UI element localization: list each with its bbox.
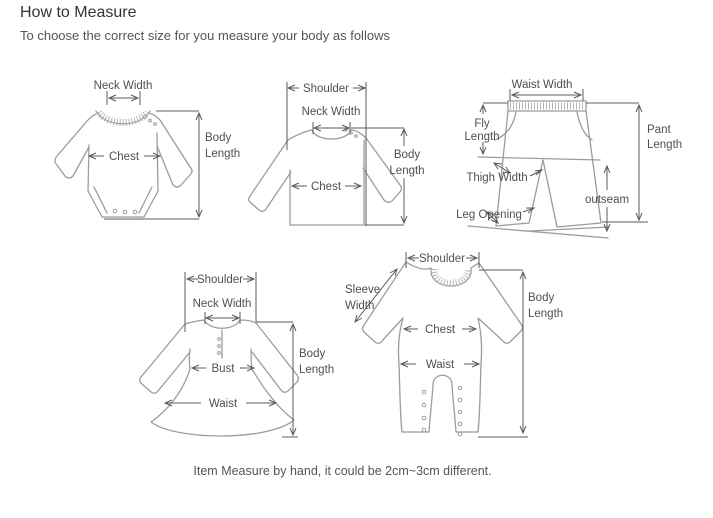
shirt-measure-lines <box>287 82 407 226</box>
dress-measure-lines <box>165 272 298 437</box>
bodysuit-chest-label: Chest <box>108 151 140 163</box>
bodysuit-neck-width-label: Neck Width <box>93 80 153 92</box>
romper-body-length-label-line2: Length <box>528 308 564 320</box>
dress-body-length-label-line2: Length <box>299 364 335 376</box>
romper-sleeve-width-label-line1: Sleeve <box>345 284 381 296</box>
diagram-pants <box>456 79 682 238</box>
romper-waist-label: Waist <box>425 359 455 371</box>
dress-buttons <box>218 338 221 355</box>
dress-shoulder-label: Shoulder <box>196 274 244 286</box>
shirt-neck-width-label: Neck Width <box>301 106 361 118</box>
pants-fly-length-label-line1: Fly <box>474 118 490 130</box>
page-subtitle: To choose the correct size for you measure your body as follows <box>20 28 390 43</box>
diagram-bodysuit <box>55 80 240 219</box>
pants-pant-length-label-line1: Pant <box>647 124 671 136</box>
shirt-body-length-label-line1: Body <box>393 149 421 161</box>
bodysuit-snaps <box>113 116 156 214</box>
dress-waist-label: Waist <box>208 398 238 410</box>
dress-neck-width-label: Neck Width <box>192 298 252 310</box>
diagram-dress <box>140 272 334 437</box>
romper-body-length-label-line1: Body <box>528 292 555 304</box>
romper-collar-rib <box>434 269 468 283</box>
shirt-chest-label: Chest <box>310 181 342 193</box>
measure-disclaimer: Item Measure by hand, it could be 2cm~3cm different. <box>193 464 492 478</box>
bodysuit-outline <box>55 111 192 217</box>
romper-chest-label: Chest <box>424 324 456 336</box>
pants-waist-width-label: Waist Width <box>511 79 573 91</box>
pants-leg-opening-label: Leg Opening <box>456 209 522 221</box>
page-title: How to Measure <box>20 4 137 21</box>
romper-sleeve-width-label-line2: Width <box>345 300 375 312</box>
pants-fly-length-label-line2: Length <box>464 131 500 143</box>
diagram-romper <box>345 252 563 437</box>
bodysuit-body-length-label-line2: Length <box>205 148 241 160</box>
dress-bust-label: Bust <box>211 363 235 375</box>
diagram-shirt <box>249 82 425 226</box>
bodysuit-body-length-label-line1: Body <box>205 132 232 144</box>
romper-outline <box>363 262 523 432</box>
pants-thigh-width-label: Thigh Width <box>466 172 528 184</box>
shirt-body-length-label-line2: Length <box>389 165 425 177</box>
shirt-outline <box>249 130 402 225</box>
romper-measure-lines <box>355 252 528 437</box>
romper-shoulder-label: Shoulder <box>418 253 466 265</box>
shirt-shoulder-label: Shoulder <box>302 83 350 95</box>
dress-body-length-label-line1: Body <box>299 348 326 360</box>
pants-outseam-label: outseam <box>584 194 630 206</box>
pants-pant-length-label-line2: Length <box>647 139 683 151</box>
